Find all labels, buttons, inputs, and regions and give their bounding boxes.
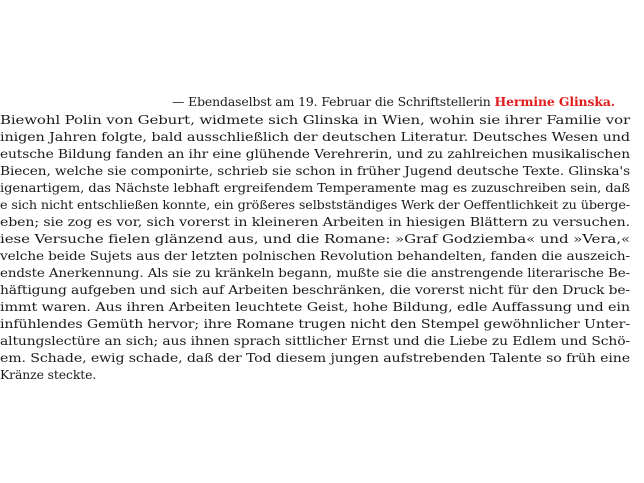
article-line: infühlendes Gemüth hervor; ihre Romane trugen nicht den Stempel gewöhnlicher Unter-: [0, 316, 630, 331]
article-line: Biewohl Polin von Geburt, widmete sich Glinska in Wien, wohin sie ihrer Familie vor: [0, 112, 630, 127]
article-line: endste Anerkennung. Als sie zu kränkeln begann, mußte sie die anstrengende literarische Be-: [0, 265, 630, 280]
article-line: velche beide Sujets aus der letzten polnischen Revolution behandelten, fanden die auszeich-: [0, 248, 630, 263]
article-line: igenartigem, das Nächste lebhaft ergreifendem Temperamente mag es zuzuschreiben sein, daß: [0, 180, 630, 195]
article-line: häftigung aufgeben und sich auf Arbeiten beschränken, die vorerst nicht für den Druck be-: [0, 282, 630, 297]
highlighted-name: Hermine Glinska.: [494, 94, 615, 109]
article-line: Biecen, welche sie componirte, schrieb sie schon in früher Jugend deutsche Texte. Glinska's: [0, 163, 630, 178]
obituary-heading-line: [172, 93, 615, 110]
article-line: iese Versuche fielen glänzend aus, und die Romane: »Graf Godziemba« und »Vera,«: [0, 231, 630, 246]
article-line: eben; sie zog es vor, sich vorerst in kleineren Arbeiten in hiesigen Blättern zu versuchen.: [0, 214, 630, 229]
heading-text: — Ebendaselbst am 19. Februar die Schriftstellerin: [172, 94, 495, 109]
article-line: altungslectüre an sich; aus ihnen sprach sittlicher Ernst und die Liebe zu Edlem und Schö-: [0, 333, 630, 348]
article-line: immt waren. Aus ihren Arbeiten leuchtete Geist, hohe Bildung, edle Auffassung und ein: [0, 299, 630, 314]
article-line: e sich nicht entschließen konnte, ein größeres selbstständiges Werk der Oeffentlichkeit zu überge-: [0, 197, 630, 212]
article-line: Kränze steckte.: [0, 367, 97, 382]
article-line: inigen Jahren folgte, bald ausschließlich der deutschen Literatur. Deutsches Wesen und: [0, 129, 630, 144]
article-line: eutsche Bildung fanden an ihr eine glühende Verehrerin, und zu zahlreichen musikalischen: [0, 146, 630, 161]
article-line: em. Schade, ewig schade, daß der Tod diesem jungen aufstrebenden Talente so früh eine: [0, 350, 630, 365]
